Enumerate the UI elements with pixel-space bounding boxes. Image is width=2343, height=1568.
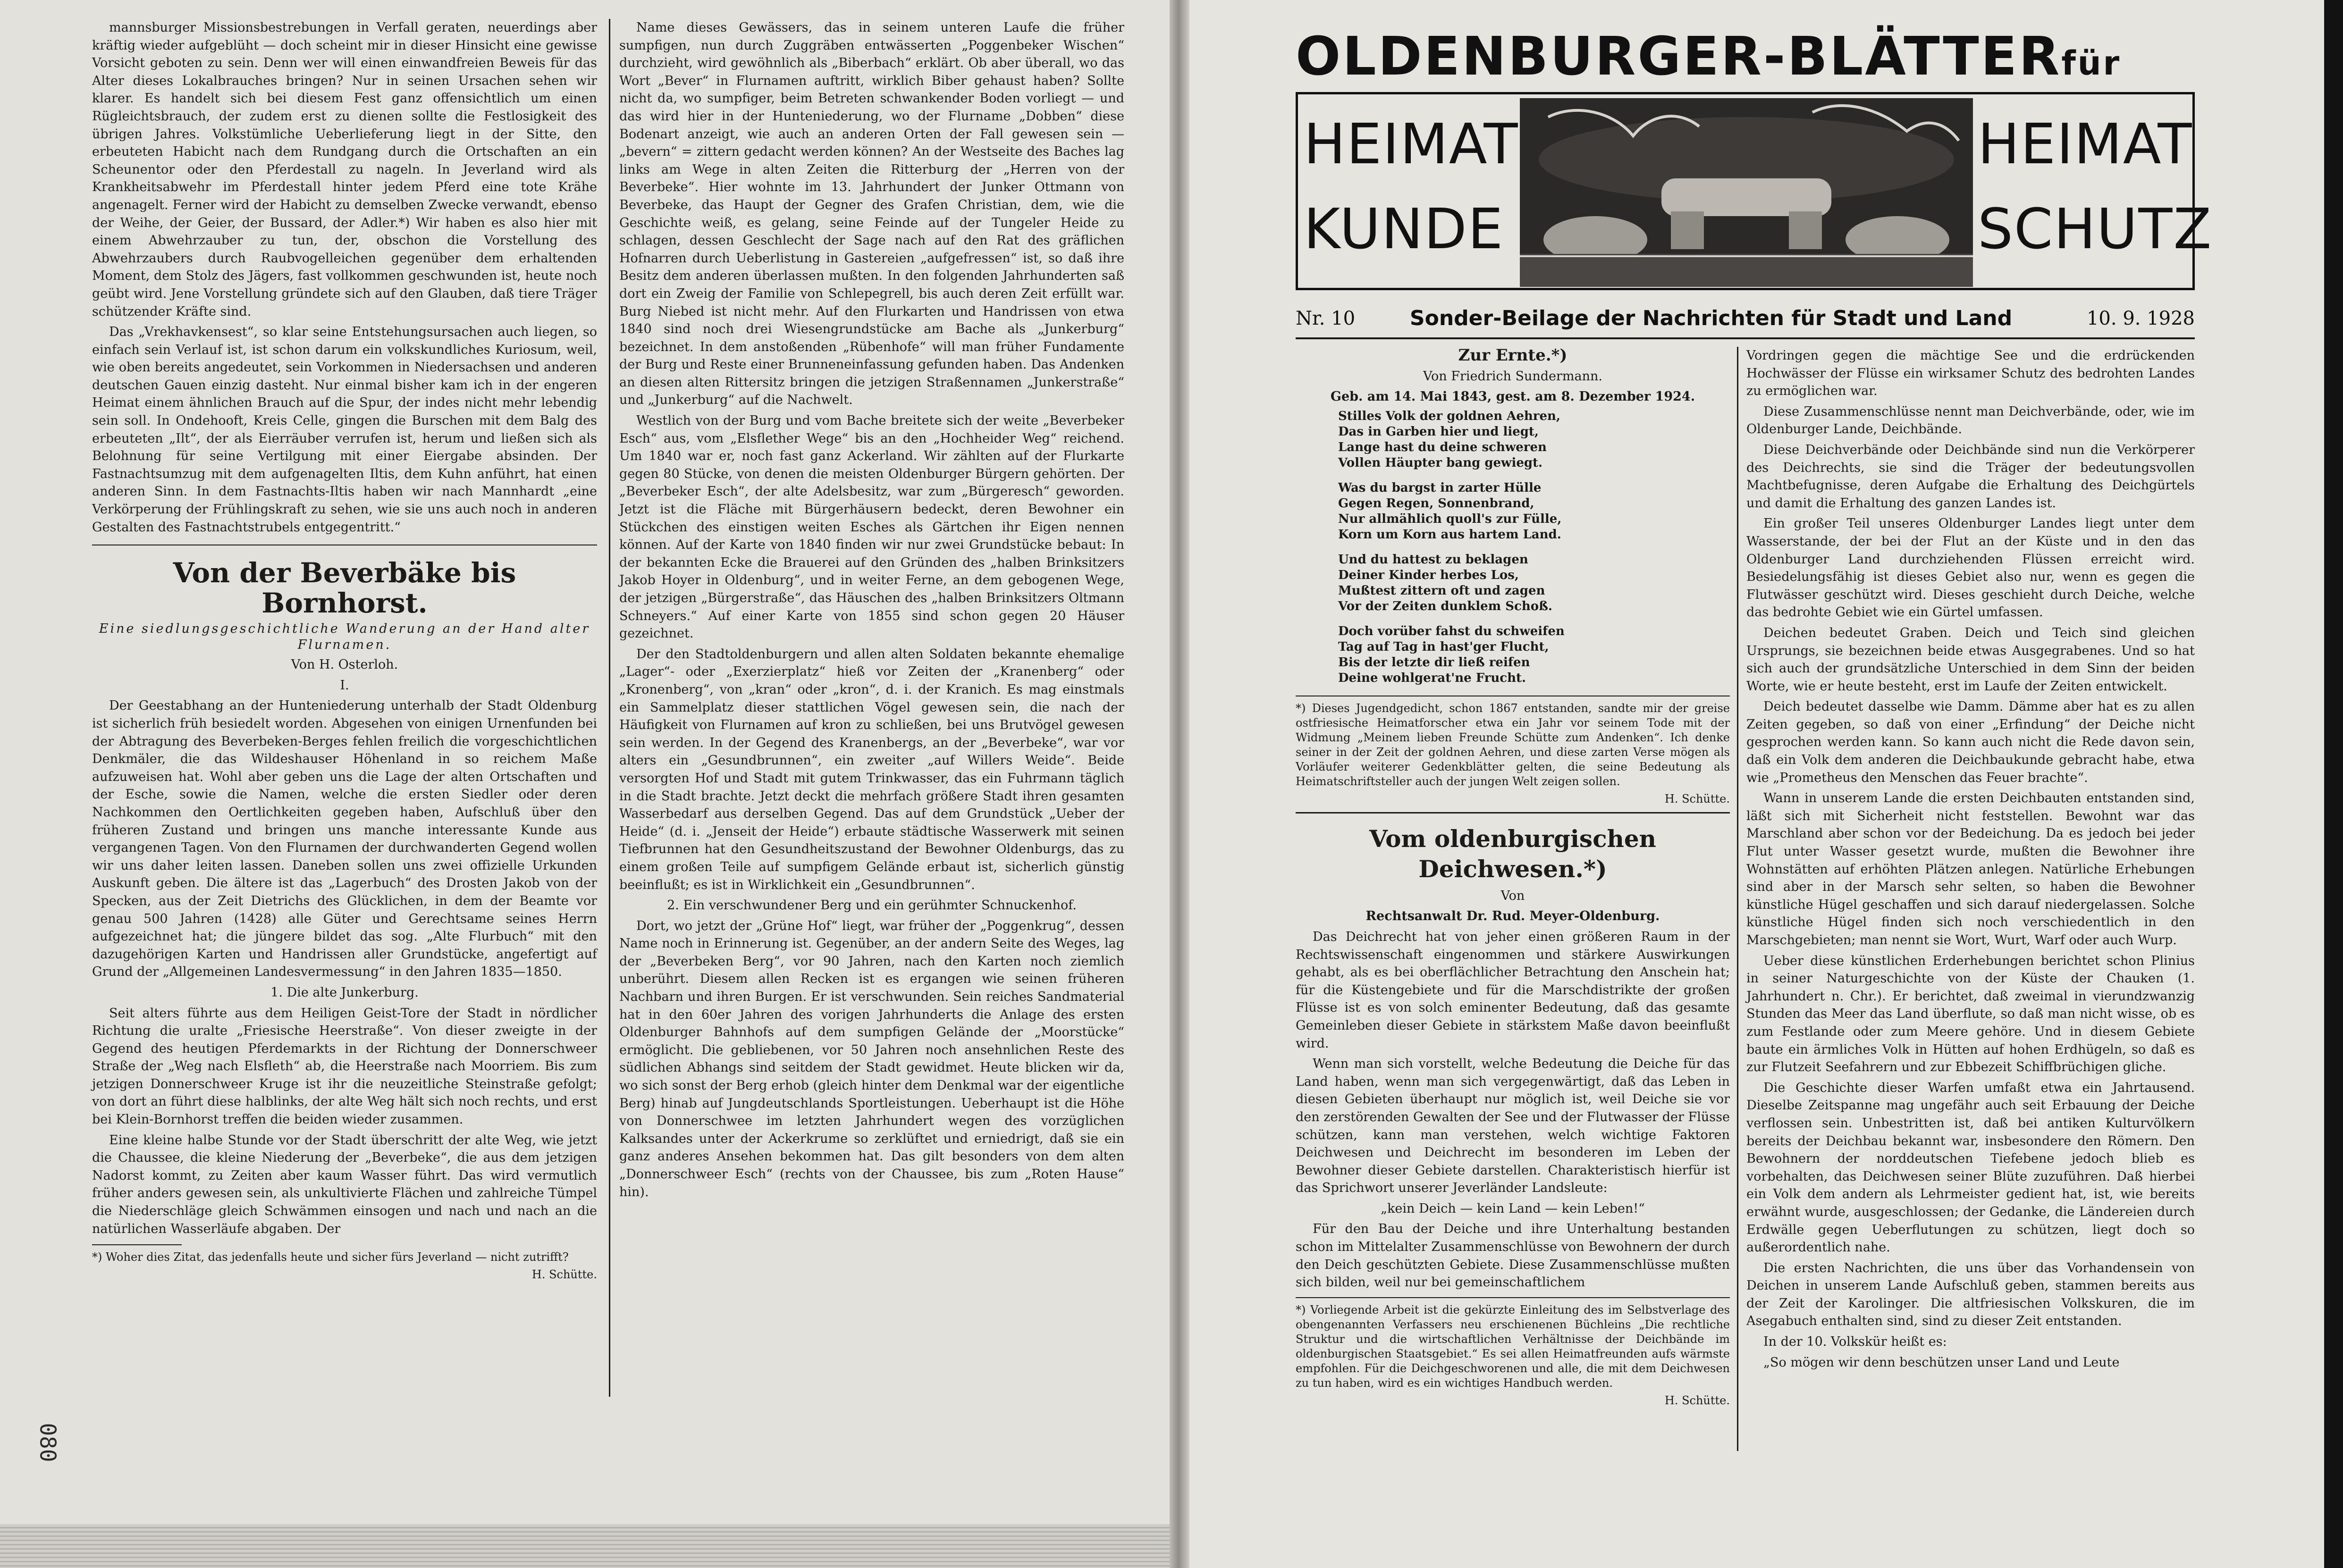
page-stack-edge — [0, 1524, 1170, 1568]
issue-number: Nr. 10 — [1296, 308, 1356, 329]
body-paragraph: Eine kleine halbe Stunde vor der Stadt überschritt der alte Weg, wie jetzt die Chaussee, die kleine Niederung der „Beverbeke“, die aus dem jetzigen Nadorst kommt, zu Zeiten aber kaum Wasser führt. Das wird vermutlich früher anders gewesen sein, als unkultivierte Flächen und zahlreiche Tümpel die Niederschläge gleich Schwämmen einsogen und nach und nach an die natürlichen Wasserläufe abgaben. Der — [92, 1132, 597, 1236]
poem-stanza: Doch vorüber fahst du schweifen Tag auf Tag in hast'ger Flucht, Bis der letzte dir ließ reifen Deine wohlgerat'ne Frucht. — [1338, 624, 1565, 685]
section-number: I. — [340, 678, 349, 693]
body-paragraph: Der Geestabhang an der Hunteniederung unterhalb der Stadt Oldenburg ist sicherlich früh besiedelt worden. Abgesehen von einigen Urnenfunden bei der Abtragung des Beverbeken-Berges fehlen freilich die vorgeschichtlichen Denkmäler, die das Wildeshauser Höhenland in so reichem Maße aufzuweisen hat. Wohl aber geben uns die Lage der alten Ortschaften und der Esche, sowie die Namen, welche die ersten Siedler oder deren Nachkommen den Oertlichkeiten gegeben haben, Aufschluß über den früheren Zustand und bringen uns manche interessante Kunde aus vergangenen Tagen. Von den Flurnamen der durchwanderten Gegend wollen wir uns daher leiten lassen. Daneben sollen uns zwei offizielle Urkunden Auskunft geben. Die ältere ist das „Lagerbuch“ des Drosten Jakob von der Specken, aus der Zeit Dietrichs des Glücklichen, in dem der Beamte vor genau 500 Jahren (1428) alle Güter und Gerechtsame seines Herrn aufgezeichnet hat; die jüngere bildet das sog. „Alte Flurbuch“ mit den dazugehörigen Karten und Handrissen aller Grundstücke, angefertigt auf Grund der „Allgemeinen Landesvermessung“ in den Jahren 1835—1850. — [92, 698, 597, 980]
masthead-right-bottom: SCHUTZ — [1978, 196, 2213, 261]
body-paragraph: In der 10. Volkskür heißt es: — [1763, 1334, 1947, 1350]
issue-line — [1296, 302, 2195, 335]
poem-footnote-text: *) Dieses Jugendgedicht, schon 1867 entstanden, sandte mir der greise ostfriesische Heimatforscher etwa ein Jahr vor seinem Tode mit der Widmung „Meinem lieben Freunde Schütte zum Andenken“. Ich denke seiner in der Zeit der goldnen Aehren, und diese zarten Verse mögen als Vorläufer weiterer Gedenkblätter gelten, die seine Bedeutung als Heimatschriftsteller auch der jungen Welt zeigen sollen. — [1296, 701, 1730, 788]
masthead-title-text: OLDENBURGER-BLÄTTER — [1296, 26, 2062, 87]
intro-paragraph: mannsburger Missionsbestrebungen in Verfall geraten, neuerdings aber kräftig wieder aufgeblüht — doch scheint mir in dieser Hinsicht eine gewisse Vorsicht geboten zu sein. Denn wer will einen einwandfreien Beweis für das Alter dieses Lokalbrauches bringen? Nur in seinen Ursachen sehen wir klarer. Es handelt sich bei diesem Fest ganz offensichtlich um einen Rügleichtsbrauch, der zudem erst zu dienen sollte die Festlosigkeit des übrigen Jahres. Volkstümliche Ueberlieferung liegt in der Sitte, den erbeuteten Habicht nach dem Rundgang durch die Ortschaften an ein Scheunentor oder den Pferdestall zu nageln. In Jeverland wird als Krankheitsabwehr im Pferdestall hinter jedem Pferd eine tote Krähe angenagelt. Ferner wird der Habicht zu demselben Zwecke verwandt, ebenso der Weihe, der Geier, der Bussard, der Adler.*) Wir haben es also hier mit einem Abwehrzauber zu tun, der, obschon die Vorstellung des Abwehrzaubers durch Raubvogelleichen gegenüber dem erhaltenden Moment, dem Stolz des Jägers, fast vollkommen geschwunden ist, heute noch geübt wird. Jene Vorstellung gründete sich auf den Glauben, daß tiere Träger schützender Kräfte sind. — [92, 20, 597, 319]
section-heading: 2. Ein verschwundener Berg und ein gerühmter Schnuckenhof. — [667, 898, 1077, 913]
footnote-text: *) Woher dies Zitat, das jedenfalls heute und sicher fürs Jeverland — nicht zutrifft? — [92, 1250, 569, 1264]
section-heading: 1. Die alte Junkerburg. — [270, 985, 419, 1000]
body-paragraph: Die Geschichte dieser Warfen umfaßt etwa ein Jahrtausend. Dieselbe Zeitspanne mag ungefähr auch seit Erbauung der Deiche verflossen sein. Unbestritten ist, daß bei antiken Kulturvölkern bereits der Deichbau bekannt war, insbesondere den Römern. Den Bewohnern der norddeutschen Tiefebene jedoch blieb es vorbehalten, das Deichwesen seiner Blüte zuzuführen. Daß hierbei ein Volk dem andern als Lehrmeister gedient hat, ist, wie bereits erwähnt wurde, ausgeschlossen; der Gedanke, die Ländereien durch Erdwälle gegen Ueberflutungen zu schützen, liegt doch so außerordentlich nahe. — [1746, 1080, 2195, 1255]
article-author: Von H. Osterloh. — [291, 657, 398, 672]
footnote-text: *) Vorliegende Arbeit ist die gekürzte Einleitung des im Selbstverlage des obengenannten Verfassers neu erschienenen Büchleins „Die rechtliche Struktur und die wirtschaftlichen Verhältnisse der Deichbände im oldenburgischen Staatsgebiet.“ Es sei allen Heimatfreunden aufs wärmste empfohlen. Für die Deichgeschworenen und alle, die mit dem Deichwesen zu tun haben, wird es ein wichtiges Handbuch werden. — [1296, 1303, 1730, 1390]
quote-line: „kein Deich — kein Land — kein Leben!“ — [1381, 1201, 1645, 1216]
column-rule — [1737, 347, 1738, 1451]
body-paragraph: Diese Zusammenschlüsse nennt man Deichverbände, oder, wie im Oldenburger Lande, Deichbände. — [1746, 404, 2195, 437]
body-paragraph: Wann in unserem Lande die ersten Deichbauten entstanden sind, läßt sich mit Sicherheit nicht feststellen. Bewohnt war das Marschland aber schon vor der Bedeichung. Da es jedoch bei jeder Flut unter Wasser gesetzt wurde, mußten die Bewohner ihre Wohnstätten auf erhöhten Plätzen anlegen. Natürliche Erhebungen sind aber in der Marsch sehr selten, so haben die Bewohner künstliche Hügel geschaffen und sich darauf niedergelassen. Solche künstliche Hügel finden sich noch verschiedentlich in den Marschgebieten; man nennt sie Wort, Wurt, Warf oder auch Wurp. — [1746, 791, 2195, 948]
poem-stanza: Stilles Volk der goldnen Aehren, Das in Garben hier und liegt, Lange hast du deine schweren Vollen Häupter bang gewiegt. — [1338, 409, 1560, 470]
body-paragraph: Deich bedeutet dasselbe wie Damm. Dämme aber hat es zu allen Zeiten gegeben, so daß von einer „Erfindung“ der Deiche nicht gesprochen werden kann. So kann auch nicht die Rede davon sein, daß ein Volk dem anderen die Deichbaukunde gebracht habe, etwa wie „Prometheus den Menschen das Feuer brachte“. — [1746, 699, 2195, 785]
left-column-1 — [92, 19, 597, 1285]
masthead-left-bottom: KUNDE — [1304, 196, 1504, 261]
body-paragraph: Für den Bau der Deiche und ihre Unterhaltung bestanden schon im Mittelalter Zusammenschlüsse von Bewohnern der durch den Deich geschützten Gebiete. Diese Zusammenschlüsse mußten sich bilden, weil nur bei gemeinschaftlichem — [1296, 1222, 1730, 1290]
footnote-rule — [1296, 1297, 1730, 1298]
poem-dates: Geb. am 14. Mai 1843, gest. am 8. Dezember 1924. — [1330, 389, 1695, 404]
masthead-left-top: HEIMAT — [1304, 111, 1519, 176]
issue-date: 10. 9. 1928 — [2086, 308, 2195, 329]
body-paragraph: Seit alters führte aus dem Heiligen Geist-Tore der Stadt in nördlicher Richtung die uralte „Friesische Heerstraße“. Von dieser zweigte in der Gegend des heutigen Pferdemarkts in der Richtung der Donnerschweer Straße der „Weg nach Elsfleth“ ab, die Heerstraße nach Moorriem. Bis zum jetzigen Donnerschweer Kruge ist ihr die neuzeitliche Steinstraße gefolgt; von dort an führt diese halblinks, der alte Weg hält sich noch rechts, und erst bei Klein-Bornhorst treffen die beiden wieder zusammen. — [92, 1006, 597, 1127]
body-paragraph: Deichen bedeutet Graben. Deich und Teich sind gleichen Ursprungs, sie bezeichnen beide etwas Ausgegrabenes. Und so hat sich auch der grundsätzliche Unterschied in dem Sinn der beiden Worte, wie er heute besteht, erst im Laufe der Zeiten entwickelt. — [1746, 625, 2195, 694]
footnote — [1296, 1303, 1730, 1408]
poem-stanza: Und du hattest zu beklagen Deiner Kinder herbes Los, Mußtest zittern oft und zagen Vor der Zeiten dunklem Schoß. — [1338, 552, 1552, 613]
section-divider — [1296, 812, 1730, 813]
left-column-2 — [619, 19, 1124, 1204]
column-rule — [609, 19, 610, 1397]
body-paragraph: Vordringen gegen die mächtige See und die erdrückenden Hochwässer der Flüsse ein wirksamer Schutz des bedrohten Landes zu ermöglichen war. — [1746, 348, 2195, 399]
dolmen-engraving — [1520, 98, 1973, 287]
body-paragraph: Westlich von der Burg und vom Bache breitete sich der weite „Beverbeker Esch“ aus, vom „Elsflether Wege“ bis an den „Hochheider Weg“ reichend. Um 1840 war er, noch fast ganz Ackerland. Wir zählten auf der Flurkarte gegen 80 Stücke, von denen die meisten Oldenburger Bürgern gehörten. Der „Beverbeker Esch“, der alte Adelsbesitz, war zum „Bürgeresch“ geworden. Jetzt ist die Fläche mit Bürgerhäusern bedeckt, deren Bewohner ein Stückchen des einstigen weiten Esches als Gärtchen ihr Eigen nennen können. Auf der Karte von 1840 finden wir nur zwei Grundstücke bebaut: In der bekannten Ecke die Brauerei auf den Gründen des „halben Brinksitzers Jakob Hoyer in Oldenburg“, und in weiter Ferne, an dem gebogenen Wege, der jetzigen „Bürgerstraße“, das Häuschen des „halben Brinksitzers Oltmann Schneyers.“ Auf einer Karte von 1855 sind schon gegen 20 Häuser gezeichnet. — [619, 413, 1124, 641]
footnote-signature: H. Schütte. — [1664, 1393, 1730, 1407]
body-paragraph: Ein großer Teil unseres Oldenburger Landes liegt unter dem Wasserstande, der bei der Flut an der Küste und in den das Oldenburger Land durchziehenden Flüssen erreicht wird. Besiedelungsfähig ist dieses Gebiet also nur, wenn es gegen die Flutwässer geschützt wird. Dieses geschieht durch Deiche, welche das bedrohte Gebiet wie ein Gürtel umfassen. — [1746, 516, 2195, 620]
right-column-1 — [1296, 347, 1730, 1411]
article-author: Rechtsanwalt Dr. Rud. Meyer-Oldenburg. — [1365, 909, 1660, 924]
body-paragraph: „So mögen wir denn beschützen unser Land und Leute — [1763, 1355, 2120, 1370]
scanner-edge — [2324, 0, 2343, 1568]
footnote-rule — [92, 1244, 182, 1245]
masthead-fuer: für — [2061, 44, 2122, 83]
body-paragraph: Diese Deichverbände oder Deichbände sind nun die Verkörperer des Deichrechts, sie sind die Träger der bedeutungsvollen Machtbefugnisse, deren Aufgabe die Erhaltung des Deichgürtels und damit die Erhaltung des ganzen Landes ist. — [1746, 442, 2195, 511]
body-paragraph: Die ersten Nachrichten, die uns über das Vorhandensein von Deichen in unserem Lande Aufschluß geben, stammen bereits aus der Zeit der Karolinger. Die altfriesischen Volkskuren, die im Asegabuch enthalten sind, sind zu dieser Zeit entstanden. — [1746, 1260, 2195, 1329]
footnote-signature: H. Schütte. — [531, 1268, 597, 1282]
body-paragraph: Wenn man sich vorstellt, welche Bedeutung die Deiche für das Land haben, wenn man sich vergegenwärtigt, daß das Leben in diesen Gebieten überhaupt nur möglich ist, weil Deiche sie vor den zerstörenden Gewalten der See und der Flutwasser der Flüsse schützen, kann man verstehen, welch wichtige Faktoren Deichwesen und Deichrecht im besonderen im Leben der Bewohner dieser Gebiete darstellen. Charakteristisch hierfür ist das Sprichwort unserer Jeverländer Landsleute: — [1296, 1057, 1730, 1196]
article-title: Von der Beverbäke bis Bornhorst. — [173, 557, 516, 620]
body-paragraph: Das Deichrecht hat von jeher einen größeren Raum in der Rechtswissenschaft eingenommen und stärkere Auswirkungen gehabt, als es bei oberflächlicher Betrachtung den Anschein hat; für die Küstengebiete und für die Marschdistrikte der großen Flüsse ist es von solch eminenter Bedeutung, daß das gesamte Gemeinleben dieser Gebiete in stärkstem Maße davon beeinflußt wird. — [1296, 929, 1730, 1051]
body-paragraph: Name dieses Gewässers, das in seinem unteren Laufe die früher sumpfigen, nun durch Zuggräben entwässerten „Poggenbeker Wischen“ durchzieht, wird gewöhnlich als „Biberbach“ erklärt. Ob aber überall, wo das Wort „Bever“ in Flurnamen auftritt, wirklich Biber gehaust haben? Sollte nicht da, wo sumpfiger, beim Betreten schwankender Boden vorliegt — und das wird hier in der Hunteniederung, wo der Flurname „Dobben“ diese Bodenart anzeigt, wie auch an anderen Orten der Fall gewesen sein — „bevern“ = zittern gedacht werden können? An der Westseite des Baches lag links am Wege in alten Zeiten die Ritterburg der „Herren von der Beverbeke“. Hier wohnte im 13. Jahrhundert der Junker Ottmann von Beverbeke, das Haupt der Gegner des Grafen Christian, dem, wie die Geschichte weiß, es gelang, seine Feinde auf der Tungeler Heide zu schlagen, dessen Geschlecht der Sage nach auf den Rat des gräflichen Hofnarren durch Ueberlistung in Gastereien „aufgefressen“ ist, so daß ihre Besitz dem anderen überlassen mußten. In den folgenden Jahrhunderten saß dort ein Zweig der Familie von Schlepegrell, bis auch deren Zeit erfüllt war. Burg Niebed ist nicht mehr. Auf den Flurkarten und Handrissen von etwa 1840 sind noch drei Wiesengrundstücke am Bache als „Junkerburg“ bezeichnet. In dem anstoßenden „Rübenhofe“ will man früher Fundamente der Burg und Reste einer Brunneneinfassung gefunden haben. Das Andenken an diesen alten Rittersitz bringen die jetzigen Straßennamen „Junkerstraße“ und „Junkerburg“ auf die Nachwelt. — [619, 20, 1124, 408]
footnote — [92, 1250, 597, 1282]
body-paragraph: Ueber diese künstlichen Erderhebungen berichtet schon Plinius in seiner Naturgeschichte von der Küste der Chauken (1. Jahrhundert n. Chr.). Er berichtet, daß zweimal in vierundzwanzig Stunden das Meer das Land überflute, so daß man nicht wisse, ob es zum Festlande oder zum Meere gehöre. Und in diesem Gebiete baute ein ärmliches Volk in Hütten auf hohen Erdhügeln, so daß es zur Flutzeit Seefahrern und zur Ebbezeit Schiffbrüchigen gliche. — [1746, 953, 2195, 1075]
poem-footnote — [1296, 701, 1730, 806]
article-subtitle: Eine siedlungsgeschichtliche Wanderung an der Hand alter Flurnamen. — [99, 621, 590, 653]
poem-author: Von Friedrich Sundermann. — [1423, 369, 1602, 384]
masthead-rule — [1296, 337, 2195, 339]
page-number: 080 — [35, 1423, 61, 1462]
masthead-frame — [1296, 92, 2213, 290]
supplement-title: Sonder-Beilage der Nachrichten für Stadt und Land — [1409, 306, 2013, 330]
poem-footnote-signature: H. Schütte. — [1664, 792, 1730, 805]
body-paragraph: Dort, wo jetzt der „Grüne Hof“ liegt, war früher der „Poggenkrug“, dessen Name noch in Erinnerung ist. Gegenüber, an der andern Seite des Weges, lag der „Beverbeken Berg“, vor 90 Jahren, nach den Karten noch ziemlich unberührt. Diesem allen Recken ist es ergangen wie seinen früheren Nachbarn und ihren Burgen. Er ist verschwunden. Sein reiches Sandmaterial hat in den 60er Jahren des vorigen Jahrhunderts die Anlage des ersten Oldenburger Bahnhofs auf dem sumpfigen Gelände der „Moorstücke“ ermöglicht. Die gebliebenen, vor 50 Jahren noch ansehnlichen Reste des südlichen Abhangs sind seitdem der Stadt gewidmet. Heute blicken wir da, wo sich sonst der Berg erhob (gleich hinter dem Denkmal war der eigentliche Berg) hinab auf Jungdeutschlands Sportleistungen. Ueberhaupt ist die Höhe von Donnerschwee im letzten Jahrhundert wegen des vorzüglichen Kalksandes unter der Ackerkrume so zerklüftet und erniedrigt, daß sie ein ganz anderes Ansehen bekommen hat. Das gilt besonders von dem alten „Donnerschweer Esch“ (rechts von der Chaussee, bis zum „Roten Hause“ hin). — [619, 918, 1124, 1199]
masthead-title — [1296, 26, 2195, 87]
masthead — [1296, 26, 2213, 290]
article-title: Vom oldenburgischen Deichwesen.*) — [1369, 824, 1657, 883]
article-von: Von — [1500, 888, 1525, 903]
body-paragraph: Der den Stadtoldenburgern und allen alten Soldaten bekannte ehemalige „Lager“- oder „Exerzierplatz“ hieß vor Zeiten der „Kranenberg“ oder „Kronenberg“, von „kran“ oder „kron“, d. i. der Kranich. Es mag einstmals ein Sammelplatz dieser stattlichen Vögel gewesen sein, die nach der Häufigkeit von Flurnamen auf kron zu schließen, bei uns Brutvögel gewesen sein werden. In der Gegend des Kranenbergs, an der „Beverbeke“, war vor alters ein „Gesundbrunnen“, ein zweiter „auf Willers Weide“. Beide versorgten Hof und Stadt mit gutem Trinkwasser, das ein Fuhrmann täglich in die Stadt brachte. Jetzt deckt die mehrfach größere Stadt ihren gesamten Wasserbedarf aus derselben Gegend. Das auf dem Grundstück „Ueber der Heide“ (d. i. „Jenseit der Heide“) erbaute städtische Wasserwerk mit seinen Tiefbrunnen hat den Gesundheitszustand der Bewohner Oldenburgs, das zu einem großen Teile auf sumpfigem Gelände erbaut ist, sicherlich günstig beeinflußt; es ist in Wirklichkeit ein „Gesundbrunnen“. — [619, 646, 1124, 892]
right-column-2 — [1746, 347, 2195, 1374]
intro-paragraph: Das „Vrekhavkensest“, so klar seine Entstehungsursachen auch liegen, so einfach sein Verlauf ist, ist schon darum ein volkskundliches Kuriosum, weil, wie oben bereits angedeutet, sein Vorkommen in Niedersachsen und anderen deutschen Gauen einzig dasteht. Nur einmal bisher kam ich in der engeren Heimat einem ähnlichen Brauch auf die Spur, der indes nicht mehr lebendig sein soll. In Ondehooft, Kreis Celle, gingen die Burschen mit dem Balg des erbeuteten „Ilt“, der als Eierräuber verrufen ist, herum und ließen sich als Belohnung für seine Vertilgung mit einer Eiergabe absinden. Der Fastnachtsumzug mit dem aufgenagelten Iltis, dem Kuhn anführt, hat einen anderen Sinn. In dem Fastnachts-Iltis haben wir nach Mannhardt „eine Verkörperung der Frühlingskraft zu sehen, wie sie uns auch noch in anderen Gestalten des Fastnachtstrubels entgegentritt.“ — [92, 325, 597, 535]
poem-stanza: Was du bargst in zarter Hülle Gegen Regen, Sonnenbrand, Nur allmählich quoll's zur Fülle, Korn um Korn aus hartem Land. — [1338, 480, 1562, 542]
dolmen-illustration — [1520, 98, 1973, 287]
masthead-right-top: HEIMAT — [1978, 111, 2193, 176]
left-page — [0, 0, 1170, 1568]
poem-title: Zur Ernte.*) — [1458, 346, 1568, 365]
book-gutter — [1170, 0, 1189, 1568]
